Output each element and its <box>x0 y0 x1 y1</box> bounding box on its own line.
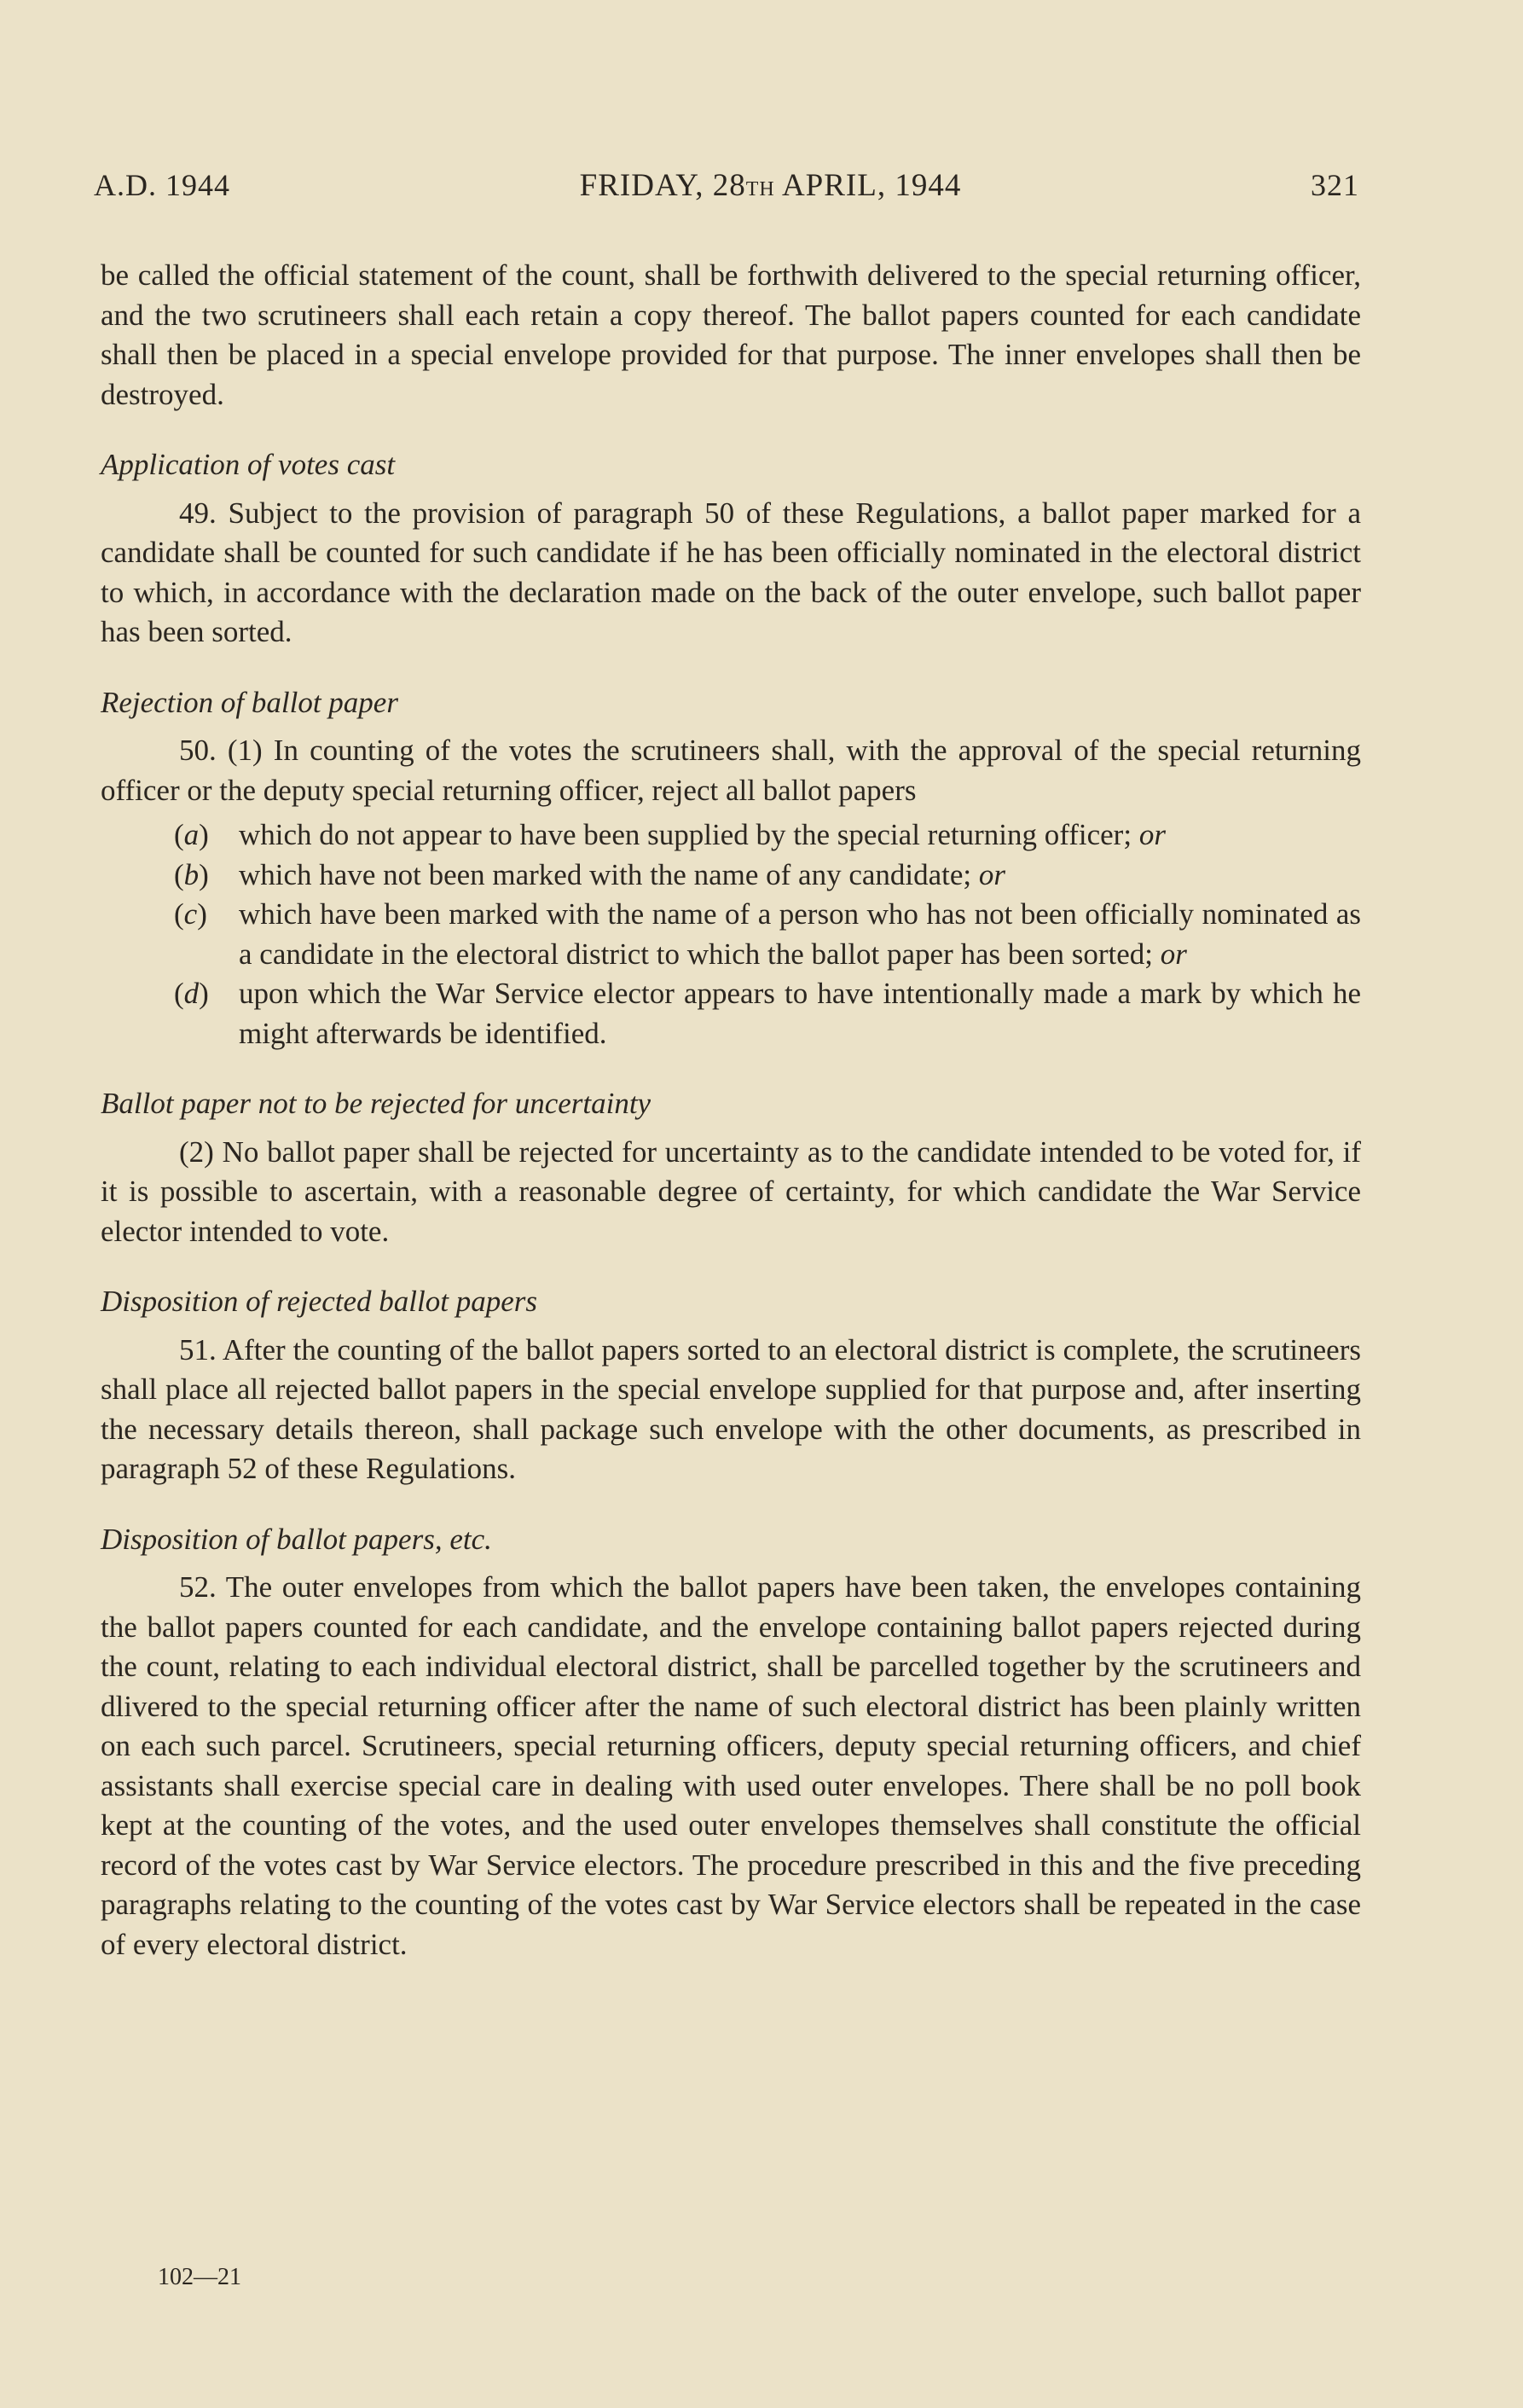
section-heading-52: Disposition of ballot papers, etc. <box>101 1522 492 1556</box>
list-item <box>174 856 1361 896</box>
paragraph-51: 51. After the counting of the ballot papers sorted to an electoral district is complete, the scrutineers shall place all rejected ballot papers in the special envelope supplied for that purpose and, after inserting the necessary details thereon, shall package such envelope with the other documents, as prescribed in paragraph 52 of these Regulations. <box>101 1332 1361 1485</box>
item-label: (b) <box>174 857 209 891</box>
list-item <box>174 974 1361 1053</box>
section-heading-51: Disposition of rejected ballot papers <box>101 1285 537 1318</box>
paragraph-52: 52. The outer envelopes from which the ballot papers have been taken, the envelopes containing the ballot papers counted for each candidate, and the envelope containing ballot papers rejected during the count, relating to each individual electoral district, shall be parcelled together by the scrutineers and dlivered to the special returning officer after the name of such electoral district has been plainly written on each such parcel. Scrutineers, special returning officers, deputy special returning officers, and chief assistants shall exercise special care in dealing with used outer envelopes. There shall be no poll book kept at the counting of the votes, and the used outer envelopes themselves shall constitute the official record of the votes cast by War Service electors. The procedure prescribed in this and the five preceding paragraphs relating to the counting of the votes cast by War Service electors shall be repeated in the case of every electoral district. <box>101 1570 1361 1961</box>
document-body <box>101 256 1361 1964</box>
item-conjunction: or <box>1160 937 1187 971</box>
page-number: 321 <box>1311 168 1359 202</box>
paragraph-50-1: 50. (1) In counting of the votes the scrutineers shall, with the approval of the special returning officer or the deputy special returning officer, reject all ballot papers <box>101 734 1361 807</box>
item-conjunction: or <box>1138 818 1166 851</box>
intro-paragraph: be called the official statement of the count, shall be forthwith delivered to the special returning officer, and the two scrutineers shall each retain a copy thereof. The ballot papers counted for each candidate shall then be placed in a special envelope provided for that purpose. The inner envelopes shall then be destroyed. <box>101 258 1361 411</box>
rejection-criteria-list <box>101 815 1361 1053</box>
item-label: (d) <box>174 977 209 1010</box>
item-label: (c) <box>174 897 207 931</box>
header-date: FRIDAY, 28TH APRIL, 1944 <box>579 168 962 203</box>
section-heading-49: Application of votes cast <box>101 448 396 481</box>
list-item <box>174 895 1361 974</box>
item-text: upon which the War Service elector appears to have intentionally made a mark by which he might afterwards be identified. <box>239 977 1361 1050</box>
paragraph-50-2: (2) No ballot paper shall be rejected for uncertainty as to the candidate intended to be voted for, if it is possible to ascertain, with a reasonable degree of certainty, for which candidate the War Service elector intended to vote. <box>101 1134 1361 1248</box>
item-text: which have not been marked with the name of any candidate; <box>239 857 972 891</box>
page-header <box>94 167 1359 204</box>
item-conjunction: or <box>978 857 1005 891</box>
header-year: A.D. 1944 <box>94 168 230 202</box>
item-label: (a) <box>174 818 209 851</box>
section-heading-50: Rejection of ballot paper <box>101 685 398 719</box>
section-heading-50-2: Ballot paper not to be rejected for uncertainty <box>101 1087 651 1120</box>
paragraph-49: 49. Subject to the provision of paragraph 50 of these Regulations, a ballot paper marked for a candidate shall be counted for such candidate if he has been officially nominated in the electoral district to which, in accordance with the declaration made on the back of the outer envelope, such ballot paper has been sorted. <box>101 496 1361 648</box>
list-item <box>174 815 1361 856</box>
item-text: which do not appear to have been supplied by the special returning officer; <box>239 818 1132 851</box>
print-code: 102—21 <box>158 2264 241 2290</box>
item-text: which have been marked with the name of a person who has not been officially nominated as a candidate in the electoral district to which the ballot paper has been sorted; <box>239 897 1361 971</box>
